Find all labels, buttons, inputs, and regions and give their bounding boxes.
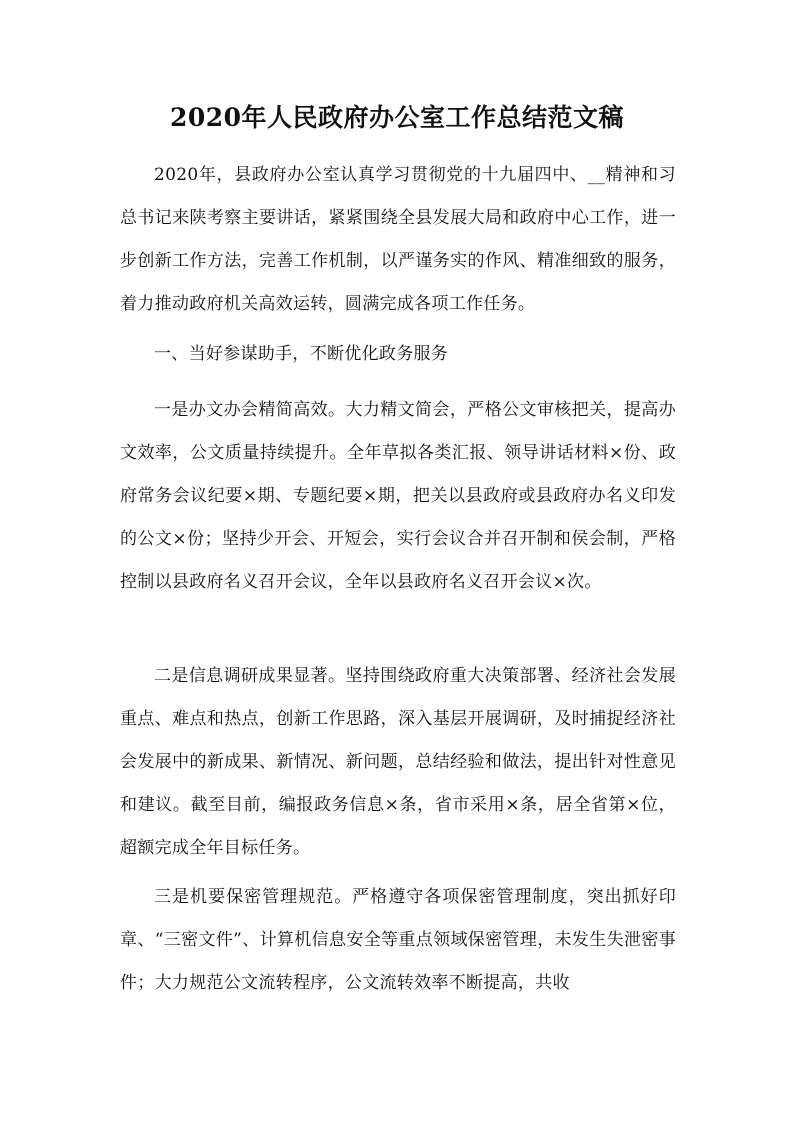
- paragraph-document-processing: 一是办文办会精简高效。大力精文简会，严格公文审核把关，提高办文效率，公文质量持续提升。全年草拟各类汇报、领导讲话材料×份、政府常务会议纪要×期、专题纪要×期，把关以县政府或县政府办名义印发的公文×份；坚持少开会、开短会，实行会议合并召开制和侯会制，严格控制以县政府名义召开会议，全年以县政府名义召开会议×次。: [120, 400, 676, 592]
- section-heading: 一、当好参谋助手，不断优化政务服务: [154, 344, 449, 364]
- paragraph-information-research: 二是信息调研成果显著。坚持围绕政府重大决策部署、经济社会发展重点、难点和热点，创新工作思路，深入基层开展调研，及时捕捉经济社会发展中的新成果、新情况、新问题，总结经验和做法，提出针对性意见和建议。截至目前，编报政务信息×条，省市采用×条，居全省第×位，超额完成全年目标任务。: [120, 666, 676, 858]
- paragraph-confidentiality: 三是机要保密管理规范。严格遵守各项保密管理制度，突出抓好印章、“三密文件”、计算机信息安全等重点领域保密管理，未发生失泄密事件；大力规范公文流转程序，公文流转效率不断提高，共收: [120, 887, 676, 993]
- document-title: 2020年人民政府办公室工作总结范文稿: [169, 103, 625, 132]
- intro-paragraph: 2020年，县政府办公室认真学习贯彻党的十九届四中、__精神和习总书记来陕考察主要讲话，紧紧围绕全县发展大局和政府中心工作，进一步创新工作方法，完善工作机制，以严谨务实的作风、精准细致的服务，着力推动政府机关高效运转，圆满完成各项工作任务。: [120, 165, 676, 314]
